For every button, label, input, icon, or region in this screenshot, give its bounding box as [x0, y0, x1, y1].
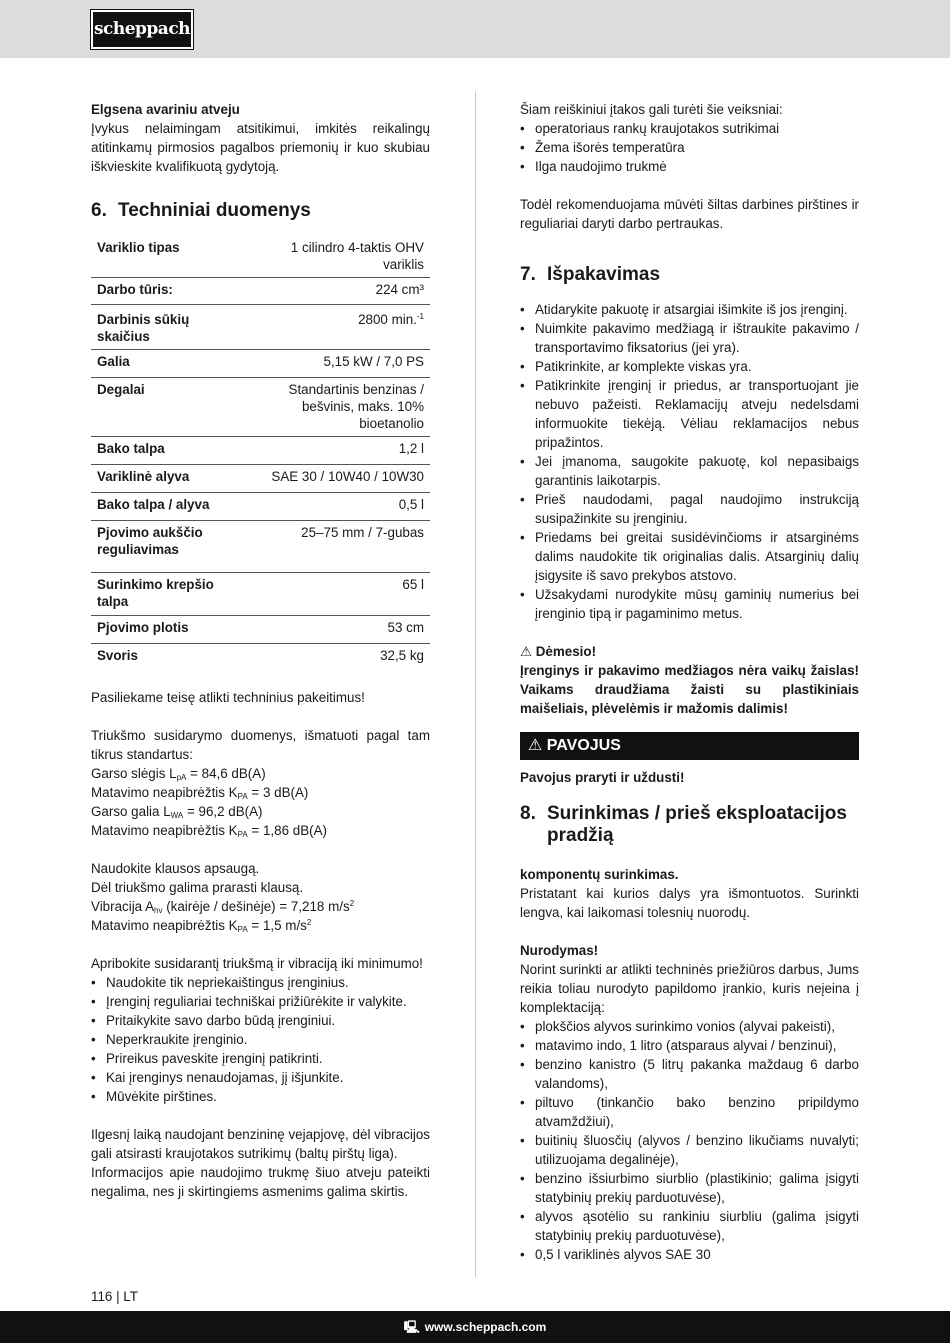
spec-value: 32,5 kg	[380, 648, 424, 663]
reserve-note: Pasiliekame teisę atlikti techninius pakeitimus!	[91, 689, 365, 705]
table-row	[91, 350, 430, 378]
left-column	[91, 100, 430, 1201]
attention-text: Įrenginys ir pakavimo medžiagos nėra vaikų žaislas! Vaikams draudžiama žaisti su plastikiniais maišeliais, plėvelėmis ir mažomis dalimis!	[520, 663, 859, 716]
spec-value: SAE 30 / 10W40 / 10W30	[241, 465, 430, 493]
table-row	[91, 493, 430, 521]
table-row	[91, 437, 430, 465]
danger-text: Pavojus praryti ir uždusti!	[520, 770, 685, 785]
noise-sub: WA	[170, 810, 184, 820]
noise-label: Matavimo neapibrėžtis K	[91, 822, 238, 838]
list-item: • buitinių šluosčių (alyvos / benzino likučiams nuvalyti; utilizuojama degalinėje),	[520, 1131, 859, 1169]
spec-value: 1,2 l	[241, 437, 430, 465]
footer-bar	[0, 1311, 950, 1343]
list-item: • Atidarykite pakuotę ir atsargiai išimkite iš jos įrenginį.	[520, 300, 859, 319]
spec-value: 25–75 mm / 7-gubas	[241, 521, 430, 573]
list-item: • Priedams bei greitai susidėvinčioms ir atsarginėms dalims naudokite tik originalias dalis. Atsarginių dalių įsigysite iš savo prekybos atstovo.	[520, 528, 859, 585]
noise-sub: pA	[176, 772, 187, 782]
table-row	[91, 305, 430, 350]
vib-sub: hv	[154, 905, 163, 915]
vib-sup: 2	[349, 898, 355, 908]
list-item: • Žema išorės temperatūra	[520, 138, 859, 157]
attention-heading	[520, 642, 859, 661]
noise-line	[91, 764, 430, 783]
note-title: Nurodymas!	[520, 943, 599, 958]
spec-key: Svoris	[97, 648, 138, 663]
list-item: • plokščios alyvos surinkimo vonios (alyvai pakeisti),	[520, 1017, 859, 1036]
spec-value: 1 cilindro 4-taktis OHV variklis	[241, 236, 430, 278]
list-item: • Jei įmanoma, saugokite pakuotę, kol nepasibaigs garantinis laikotarpis.	[520, 452, 859, 490]
vibration-line	[91, 897, 430, 916]
long-use-text: Ilgesnį laiką naudojant benzininę vejapjovę, dėl vibracijos gali atsirasti kraujotakos sutrikimų (baltų pirštų liga).	[91, 1126, 430, 1161]
section-7-title: Išpakavimas	[547, 264, 661, 285]
spec-key: Pjovimo plotis	[91, 616, 241, 644]
vib-sup: 2	[306, 917, 312, 927]
limit-intro: Apribokite susidarantį triukšmą ir vibraciją iki minimumo!	[91, 955, 423, 971]
spec-key: Bako talpa / alyva	[91, 493, 241, 521]
spec-table	[91, 236, 430, 672]
table-row	[91, 465, 430, 493]
danger-label: PAVOJUS	[546, 737, 621, 754]
spec-value-sup: -1	[416, 312, 424, 321]
limit-list	[91, 973, 430, 1106]
section-6-heading	[91, 200, 430, 222]
spec-key: Galia	[91, 350, 241, 378]
noise-sub: PA	[237, 791, 248, 801]
vib-value: (kairėje / dešinėje) = 7,218 m/s	[162, 898, 350, 914]
list-item: • Įrenginį reguliariai techniškai prižiūrėkite ir valykite.	[91, 992, 430, 1011]
list-item: • operatoriaus rankų kraujotakos sutrikimai	[520, 119, 859, 138]
vib-label: Matavimo neapibrėžtis K	[91, 917, 238, 933]
noise-value: = 1,86 dB(A)	[247, 822, 327, 838]
list-item: • benzino kanistro (5 litrų pakanka maždaug 6 darbo valandoms),	[520, 1055, 859, 1093]
page-number: 116 | LT	[91, 1289, 138, 1304]
hearing-protection: Naudokite klausos apsaugą.	[91, 860, 260, 876]
spec-value	[241, 305, 430, 350]
table-row	[91, 616, 430, 644]
tools-list	[520, 1017, 859, 1264]
section-8-number: 8.	[520, 803, 536, 824]
list-item: • benzino išsiurbimo siurblio (plastikinio; galima įsigyti statybinių prekių parduotuvėse),	[520, 1169, 859, 1207]
assembly-title: komponentų surinkimas.	[520, 867, 679, 882]
noise-intro: Triukšmo susidarymo duomenys, išmatuoti pagal tam tikrus standartus:	[91, 727, 430, 762]
noise-sub: PA	[237, 829, 248, 839]
spec-value: 65 l	[241, 573, 430, 616]
spec-key: Degalai	[91, 378, 241, 437]
spec-value: 5,15 kW / 7,0 PS	[241, 350, 430, 378]
list-item: • matavimo indo, 1 litro (atsparaus alyvai / benzinui),	[520, 1036, 859, 1055]
vib-value: = 1,5 m/s	[247, 917, 307, 933]
website-link[interactable]: www.scheppach.com	[424, 1319, 547, 1334]
vibration-line	[91, 916, 430, 935]
noise-line	[91, 783, 430, 802]
spec-key: Pjovimo aukščio reguliavimas	[91, 521, 241, 573]
warning-triangle-icon: ⚠	[520, 644, 533, 659]
section-7-number: 7.	[520, 264, 536, 285]
warning-triangle-icon: ⚠	[528, 737, 543, 754]
list-item: • Mūvėkite pirštines.	[91, 1087, 430, 1106]
hearing-warning: Dėl triukšmo galima prarasti klausą.	[91, 879, 304, 895]
noise-label: Garso galia L	[91, 803, 171, 819]
noise-value: = 96,2 dB(A)	[183, 803, 263, 819]
list-item: • Patikrinkite įrenginį ir priedus, ar transportuojant jie nebuvo pažeisti. Reklamacijų atveju nedelsdami informuokite tiekėją. Vėliau reklamacijos nebus pripažintos.	[520, 376, 859, 452]
danger-banner	[520, 732, 859, 760]
list-item: • Prireikus paveskite įrenginį patikrinti.	[91, 1049, 430, 1068]
noise-label: Matavimo neapibrėžtis K	[91, 784, 238, 800]
noise-label: Garso slėgis L	[91, 765, 177, 781]
list-item: • Neperkraukite įrenginio.	[91, 1030, 430, 1049]
spec-value: 0,5 l	[241, 493, 430, 521]
emergency-text: Įvykus nelaimingam atsitikimui, imkitės reikalingų atitinkamų pirmosios pagalbos priemonių ir kuo skubiau iškvieskite kvalifikuotą gydytoją.	[91, 121, 430, 174]
emergency-title: Elgsena avariniu atveju	[91, 102, 240, 117]
info-text: Informacijos apie naudojimo trukmę šiuo atveju pateikti negalima, nes ji skirtingiems asmenims galima skirtis.	[91, 1164, 430, 1199]
section-8-title: Surinkimas / prieš eksploatacijos pradžią	[547, 803, 847, 846]
header-bar	[0, 0, 950, 58]
spec-value: Standartinis benzinas / bešvinis, maks. 10% bioetanolio	[241, 378, 430, 437]
list-item: • Ilga naudojimo trukmė	[520, 157, 859, 176]
spec-value: 53 cm	[241, 616, 430, 644]
spec-key: Variklinė alyva	[91, 465, 241, 493]
list-item: • Patikrinkite, ar komplekte viskas yra.	[520, 357, 859, 376]
section-6-title: Techniniai duomenys	[118, 200, 311, 221]
factors-list	[520, 119, 859, 176]
note-text: Norint surinkti ar atlikti techninės priežiūros darbus, Jums reikia toliau nurodyto papildomo įrankio, kuris neįeina į komplektaciją:	[520, 962, 859, 1015]
monitor-icon: 🖳	[403, 1319, 420, 1334]
spec-key: Bako talpa	[91, 437, 241, 465]
spec-key: Darbinis sūkių skaičius	[91, 305, 241, 350]
list-item: • Nuimkite pakavimo medžiagą ir ištraukite pakavimo / transportavimo fiksatorius (jei yra).	[520, 319, 859, 357]
list-item: • 0,5 l variklinės alyvos SAE 30	[520, 1245, 859, 1264]
attention-label: Dėmesio!	[535, 644, 597, 659]
noise-value: = 84,6 dB(A)	[186, 765, 266, 781]
table-row	[91, 378, 430, 437]
recommend-text: Todėl rekomenduojama mūvėti šiltas darbines pirštines ir reguliariai daryti darbo pertraukas.	[520, 197, 859, 231]
table-row	[91, 573, 430, 616]
section-7-heading	[520, 264, 859, 286]
spec-value-text: 2800 min.	[358, 312, 417, 327]
right-column	[520, 100, 859, 1264]
table-row	[91, 278, 430, 305]
list-item: • alyvos ąsotėlio su rankiniu siurbliu (galima įsigyti statybinių prekių parduotuvėse),	[520, 1207, 859, 1245]
spec-key: Darbo tūris:	[91, 278, 241, 305]
noise-value: = 3 dB(A)	[247, 784, 309, 800]
noise-line	[91, 802, 430, 821]
list-item: • Pritaikykite savo darbo būdą įrenginiui.	[91, 1011, 430, 1030]
column-divider	[475, 92, 476, 1277]
spec-key: Surinkimo krepšio talpa	[91, 573, 241, 616]
table-row	[91, 644, 430, 672]
list-item: • Prieš naudodami, pagal naudojimo instrukciją susipažinkite su įrenginiu.	[520, 490, 859, 528]
unpack-list	[520, 300, 859, 623]
scheppach-logo: scheppach	[91, 10, 193, 49]
spec-key: Variklio tipas	[91, 236, 241, 278]
list-item: • Naudokite tik nepriekaištingus įrenginius.	[91, 973, 430, 992]
list-item: • Kai įrenginys nenaudojamas, jį išjunkite.	[91, 1068, 430, 1087]
noise-line	[91, 821, 430, 840]
list-item: • piltuvo (tinkančio bako benzino pripildymo atvamždžiui),	[520, 1093, 859, 1131]
vib-label: Vibracija A	[91, 898, 155, 914]
factors-intro: Šiam reiškiniui įtakos gali turėti šie veiksniai:	[520, 102, 783, 117]
section-6-number: 6.	[91, 200, 107, 221]
spec-value: 224 cm³	[241, 278, 430, 305]
list-item: • Užsakydami nurodykite mūsų gaminių numerius bei įrenginio tipą ir pagaminimo metus.	[520, 585, 859, 623]
vib-sub: PA	[237, 924, 248, 934]
assembly-text: Pristatant kai kurios dalys yra išmontuotos. Surinkti lengva, kai laikomasi tolesnių nuorodų.	[520, 886, 859, 920]
table-row	[91, 521, 430, 573]
table-row	[91, 236, 430, 278]
section-8-heading	[520, 803, 859, 847]
